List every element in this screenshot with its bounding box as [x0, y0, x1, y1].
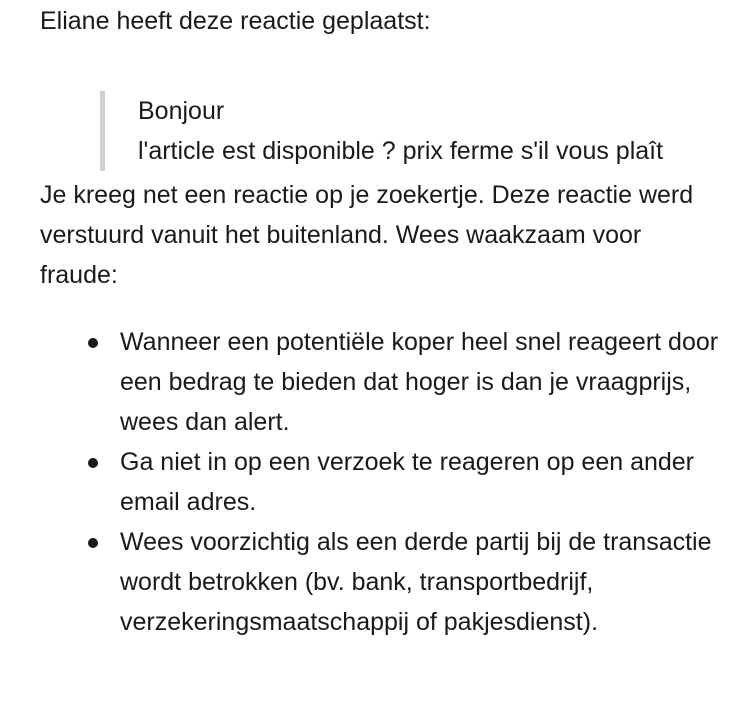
- bullet-icon: [88, 458, 98, 468]
- tip-text: Wees voorzichtig als een derde partij bij de transactie wordt betrokken (bv. bank, transportbedrijf, verzekeringsmaatschappij of pakjesdienst).: [120, 528, 712, 636]
- tip-text: Wanneer een potentiële koper heel snel reageert door een bedrag te bieden dat hoger is dan je vraagprijs, wees dan alert.: [120, 328, 719, 436]
- bullet-icon: [88, 538, 98, 548]
- quote-line: Bonjour: [138, 97, 225, 125]
- quote-line: l'article est disponible ? prix ferme s'il vous plaît: [138, 137, 664, 165]
- fraud-warning-text: Je kreeg net een reactie op je zoekertje. Deze reactie werd verstuurd vanuit het buitenland. Wees waakzaam voor fraude:: [40, 181, 694, 289]
- quoted-reply: [100, 91, 750, 171]
- tip-text: Ga niet in op een verzoek te reageren op een ander email adres.: [120, 448, 695, 516]
- tip-item: [120, 322, 720, 442]
- message-intro: Eliane heeft deze reactie geplaatst:: [40, 7, 431, 35]
- fraud-tips-list: [120, 322, 720, 642]
- tip-item: [120, 442, 720, 522]
- bullet-icon: [88, 338, 98, 348]
- tip-item: [120, 522, 720, 642]
